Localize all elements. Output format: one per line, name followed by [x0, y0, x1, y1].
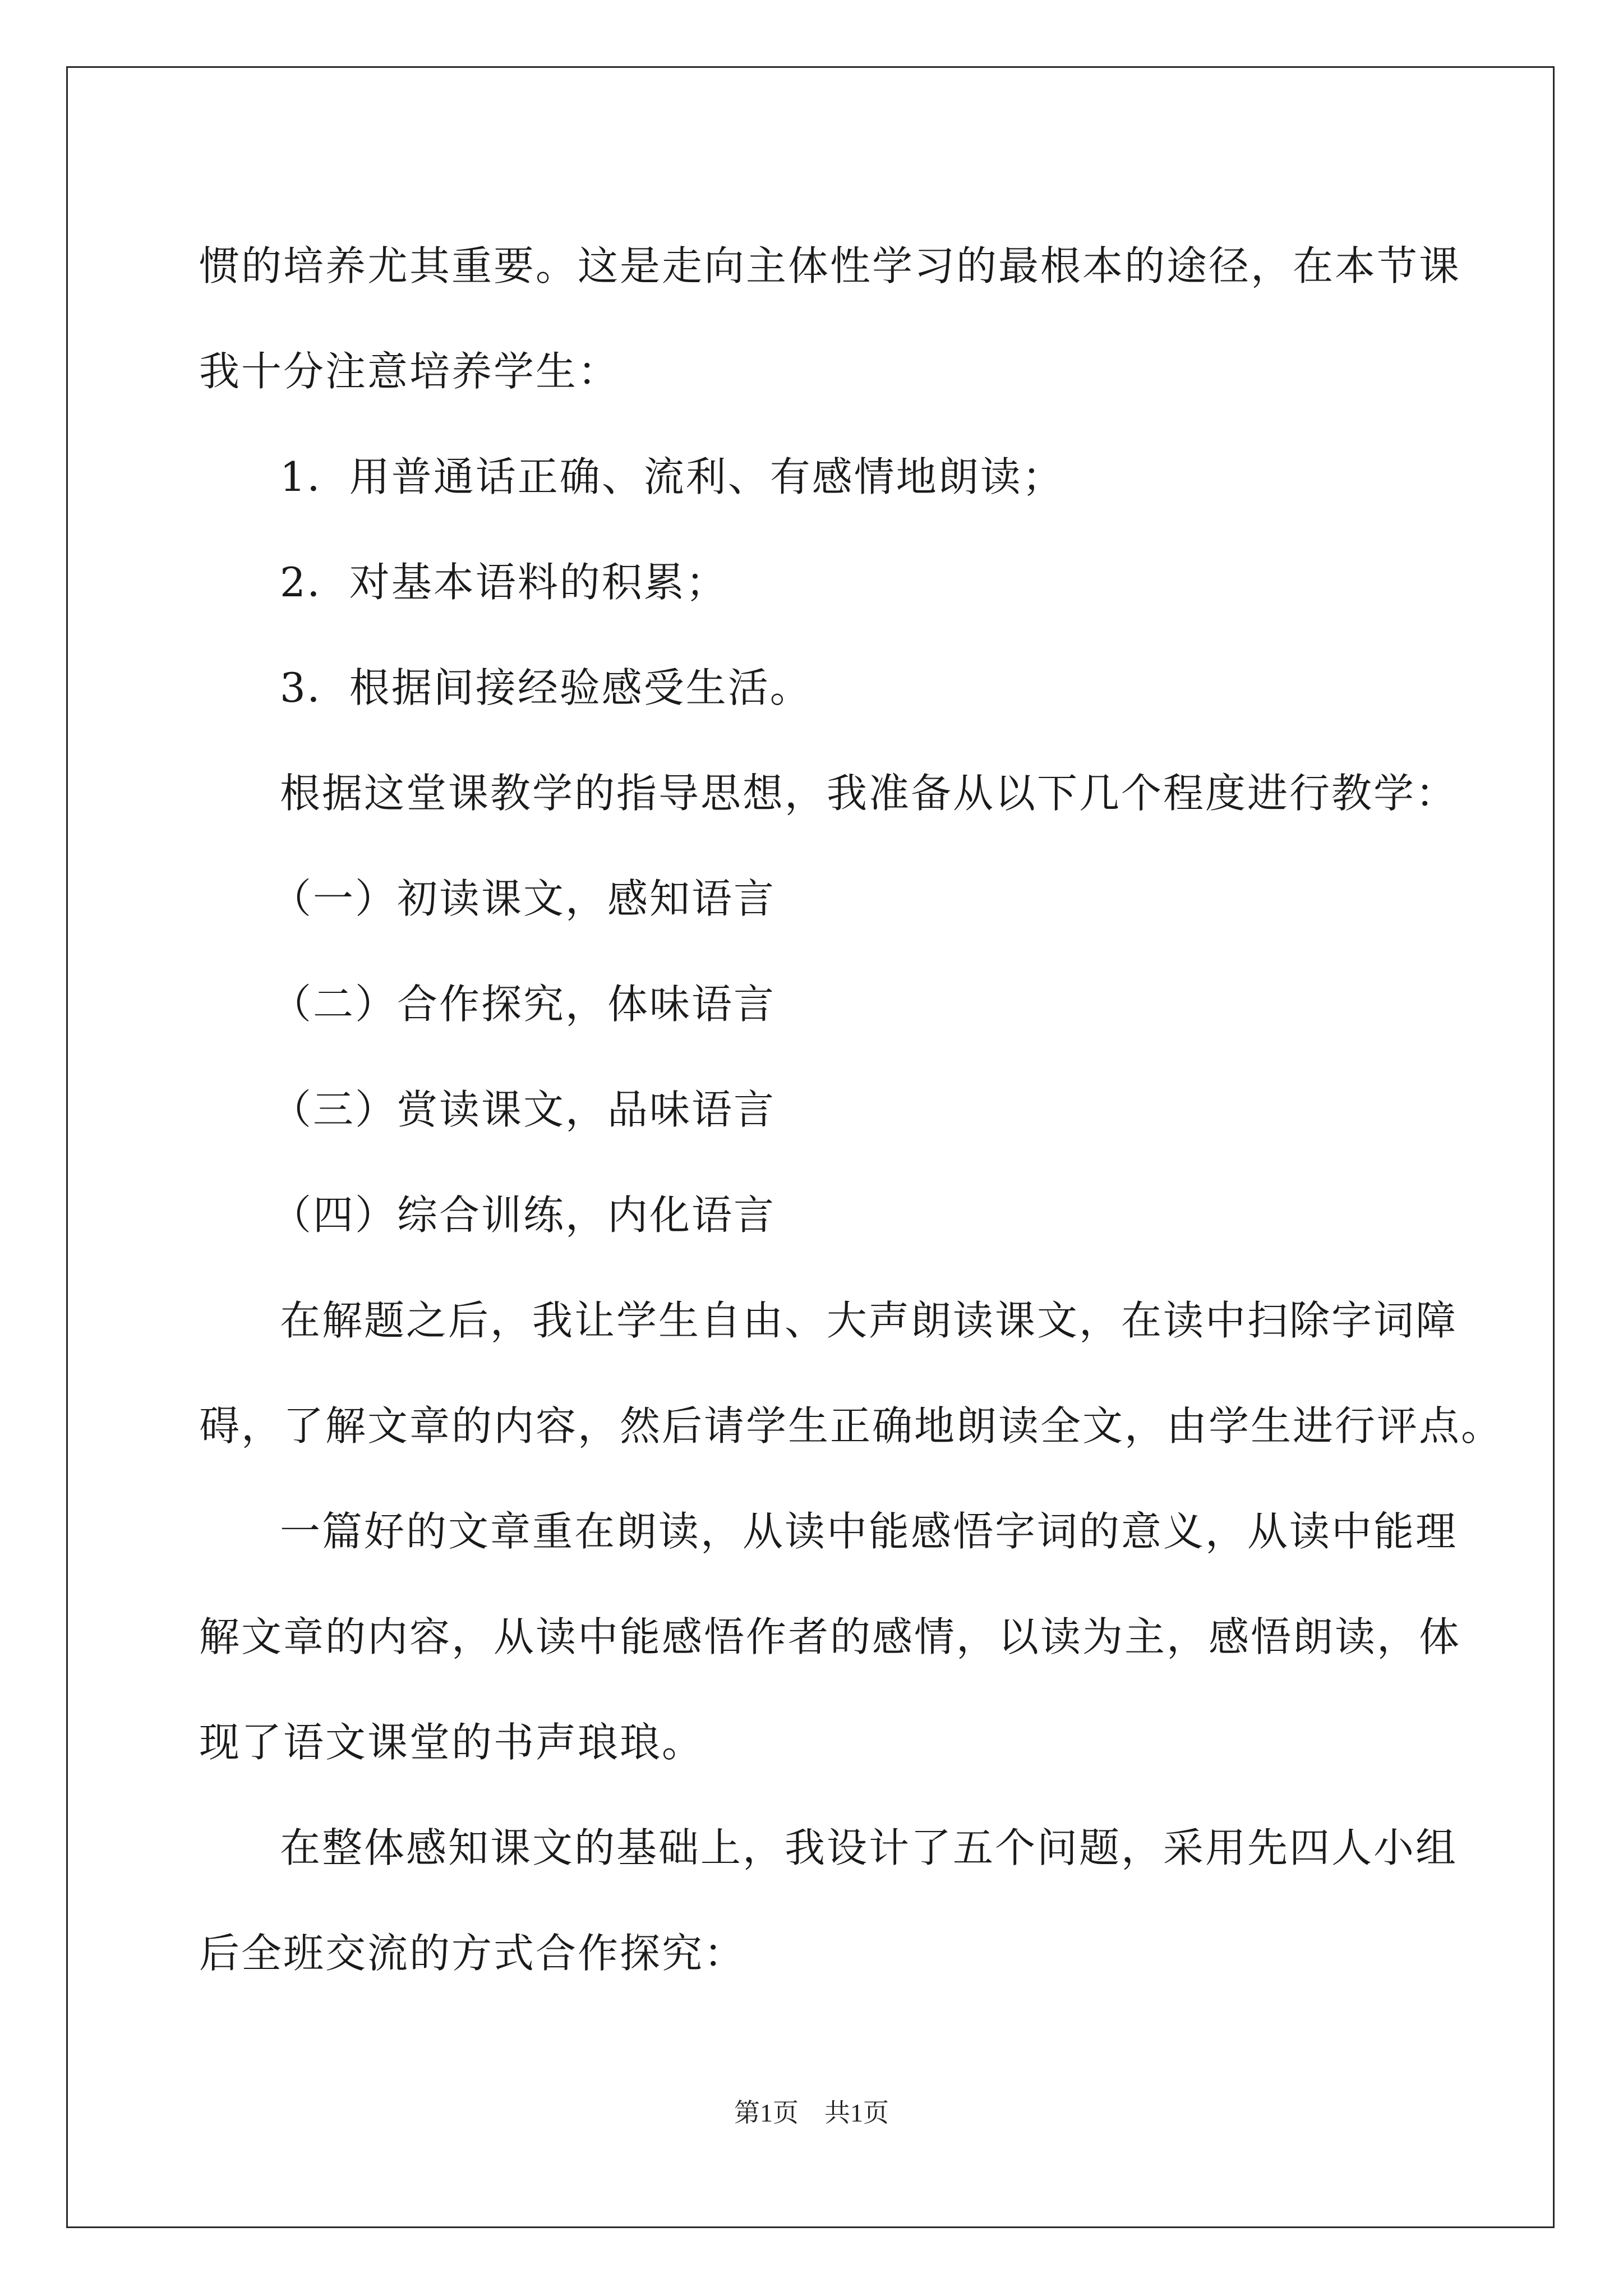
outline-item: （四）综合训练，内化语言 — [271, 1191, 776, 1239]
paragraph-line: 碍，了解文章的内容，然后请学生正确地朗读全文，由学生进行评点。 — [199, 1402, 1504, 1450]
outline-item: （一）初读课文，感知语言 — [271, 875, 776, 922]
document-body — [199, 213, 1504, 2006]
page-number: 第1页 共1页 — [734, 2099, 889, 2127]
paragraph-line: 后全班交流的方式合作探究： — [199, 1930, 746, 1977]
paragraph-line: 惯的培养尤其重要。这是走向主体性学习的最根本的途径，在本节课 — [199, 242, 1461, 289]
list-item: 2．对基本语料的积累； — [280, 559, 728, 606]
paragraph-line: 我十分注意培养学生： — [199, 348, 620, 395]
outline-item: （三）赏读课文，品味语言 — [271, 1086, 776, 1133]
list-item: 3．根据间接经验感受生活。 — [280, 664, 812, 711]
outline-item: （二）合作探究，体味语言 — [271, 981, 776, 1028]
list-item: 1．用普通话正确、流利、有感情地朗读； — [280, 453, 1064, 500]
paragraph-line: 一篇好的文章重在朗读，从读中能感悟字词的意义，从读中能理 — [280, 1508, 1458, 1555]
paragraph-line: 在解题之后，我让学生自由、大声朗读课文，在读中扫除字词障 — [280, 1297, 1458, 1344]
paragraph-line: 现了语文课堂的书声琅琅。 — [199, 1719, 704, 1766]
paragraph-line: 在整体感知课文的基础上，我设计了五个问题，采用先四人小组 — [280, 1824, 1458, 1871]
paragraph-line: 解文章的内容，从读中能感悟作者的感情，以读为主，感悟朗读，体 — [199, 1613, 1461, 1660]
paragraph-line: 根据这堂课教学的指导思想，我准备从以下几个程度进行教学： — [280, 770, 1458, 817]
